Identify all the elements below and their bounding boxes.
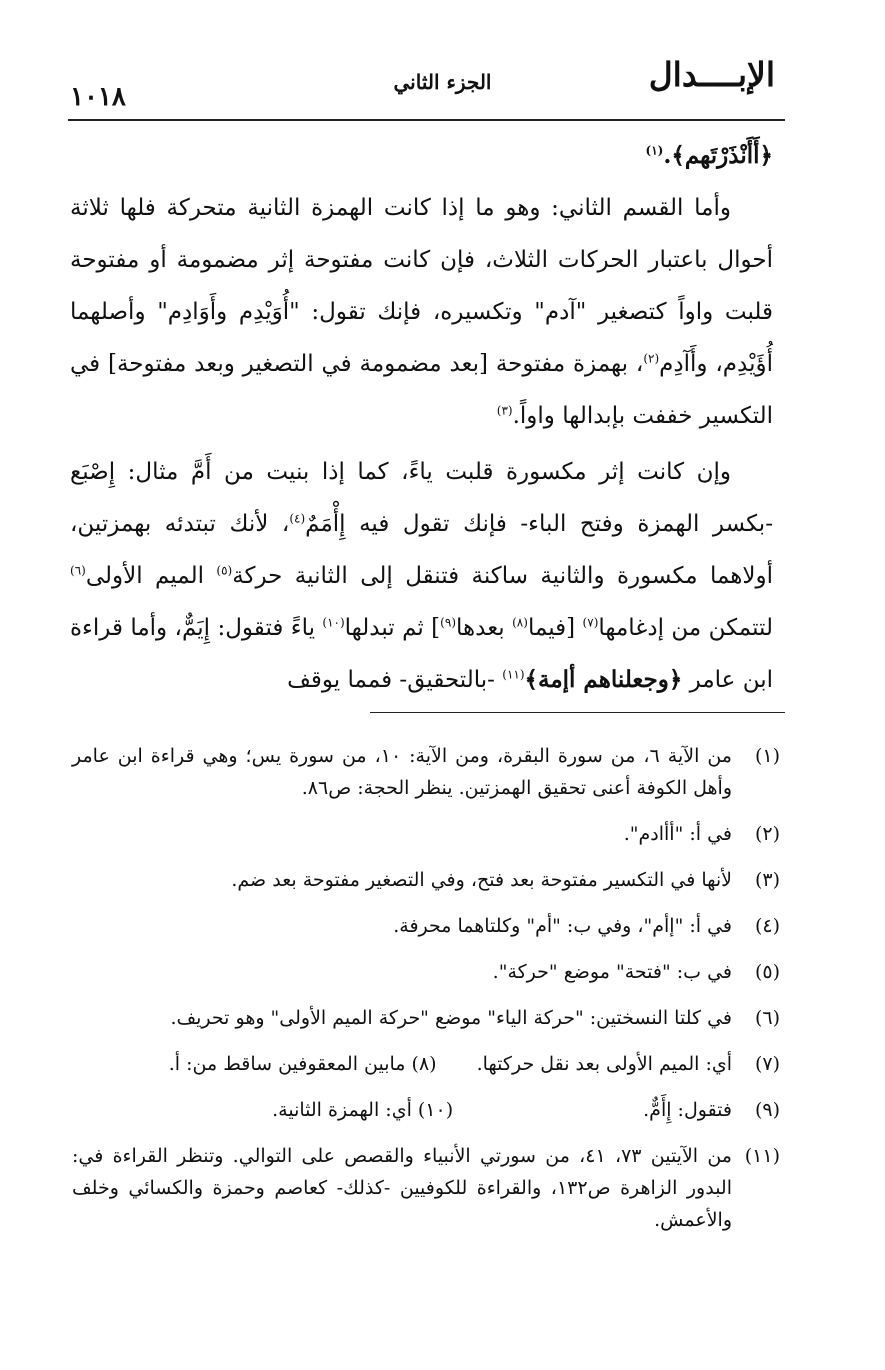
footnote: (٦) في كلتا النسختين: "حركة الياء" موضع "حركة الميم الأولى" وهو تحريف. xyxy=(170,1007,780,1029)
paragraph-2: وإن كانت إثر مكسورة قلبت ياءً، كما إذا بنيت من أَمَّ مثال: إِصْبَع -بكسر الهمزة وفتح الباء- فإنك تقول فيه إِأْمَمٌ$^{(٤)}$، لأنك تبتدئه بهمزتين، أولاهما مكسورة والثانية ساكنة فتنقل إلى الثانية حركة$^{(٥)}$ الميم الأولى$^{(٦)}$ لتتمكن من إدغامها$^{(٧)}$ [فيما$^{(٨)}$ بعدها$^{(٩)}$] ثم تبدلها$^{(١٠)}$ ياءً فتقول: إِيَمٌّ، وأما قراءة ابن عامر ﴿وجعلناهم أإمة﴾$^{(١١)}$ -بالتحقيق- فمما يوقف xyxy=(70,459,773,693)
footnote-ref: (١٠) xyxy=(322,615,345,630)
footnote: (١١) من الآيتين ٧٣، ٤١، من سورتي الأنبياء والقصص على التوالي. وتنظر القراءة في: البدور الزاهرة ص١٣٢، والقراءة للكوفيين -كذلك- كعاصم وحمزة والكسائي وخلف والأعمش. xyxy=(72,1145,780,1231)
verse-line: ﴿أَأَنْذَرْتَهم﴾.$^{(١)}$ xyxy=(645,142,773,169)
footnote: (٤) في أ: "إأم"، وفي ب: "أم" وكلتاهما محرفة. xyxy=(393,915,780,937)
footnote: (٩) فتقول: إِأَمٌّ. (١٠) أي: الهمزة الثانية. xyxy=(272,1099,780,1121)
footnote-separator xyxy=(370,712,785,713)
footnote-ref: (٦) xyxy=(70,563,86,578)
part-label: الجزء الثاني xyxy=(393,70,492,94)
footnote: (١) من الآية ٦، من سورة البقرة، ومن الآية: ١٠، من سورة يس؛ وهي قراءة ابن عامر وأهل الكوفة أعنى تحقيق الهمزتين. ينظر الحجة: ص٨٦. xyxy=(72,745,780,799)
footnotes xyxy=(72,740,780,1244)
footnote-ref: (٢) xyxy=(643,351,660,366)
footnote-ref: (٤) xyxy=(289,511,306,526)
footnote-ref: (١) xyxy=(645,143,664,158)
chapter-title: الإبــــدال xyxy=(648,55,775,94)
footnote-ref: (٣) xyxy=(496,403,513,418)
quoted-verse: ﴿وجعلناهم أإمة﴾ xyxy=(524,666,683,693)
paragraph-1: وأما القسم الثاني: وهو ما إذا كانت الهمزة الثانية متحركة فلها ثلاثة أحوال باعتبار الحركات الثلاث، فإن كانت مفتوحة إثر مضمومة أو مفتوحة قلبت واواً كتصغير "آدم" وتكسيره، فإنك تقول: "أُوَيْدِم وأَوَادِم" وأصلهما أُؤَيْدِم، وأَآدِم$^{(٢)}$، بهمزة مفتوحة [بعد مضمومة في التصغير وبعد مفتوحة] في التكسير خففت بإبدالها واواً.$^{(٣)}$ xyxy=(70,195,773,429)
header-rule xyxy=(68,119,785,121)
footnote-ref: (١١) xyxy=(502,667,525,682)
footnote: (٢) في أ: "أأادم". xyxy=(623,823,780,845)
footnote: (٧) أي: الميم الأولى بعد نقل حركتها. (٨) مابين المعقوفين ساقط من: أ. xyxy=(168,1053,780,1075)
footnote-ref: (٥) xyxy=(216,563,233,578)
main-text xyxy=(70,130,773,706)
footnote-ref: (٩) xyxy=(440,615,456,630)
footnote: (٥) في ب: "فتحة" موضع "حركة". xyxy=(492,961,780,983)
footnote-ref: (٧) xyxy=(582,615,599,630)
page-number: ١٠١٨ xyxy=(70,82,126,112)
footnote: (٣) لأنها في التكسير مفتوحة بعد فتح، وفي التصغير مفتوحة بعد ضم. xyxy=(231,869,780,891)
footnote-ref: (٨) xyxy=(512,615,528,630)
